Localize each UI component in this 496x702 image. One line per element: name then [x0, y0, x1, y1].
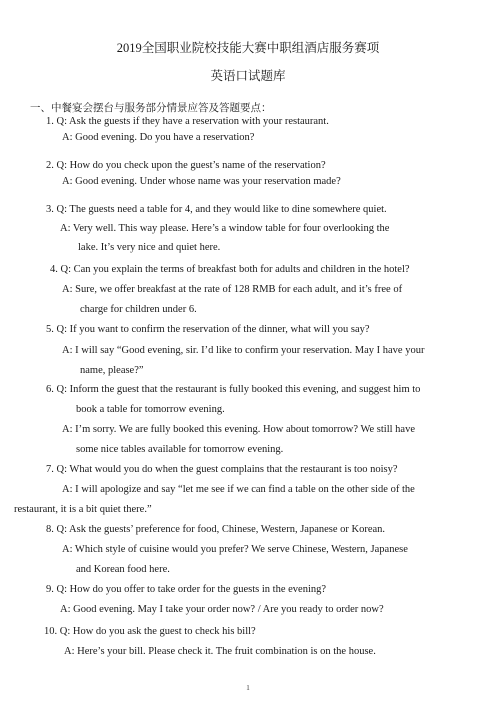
- question-6: 6. Q: Inform the guest that the restaurant is fully booked this evening, and suggest him to: [46, 384, 421, 395]
- answer-5: A: I will say “Good evening, sir. I’d like to confirm your reservation. May I have your: [62, 345, 425, 356]
- question-4: 4. Q: Can you explain the terms of breakfast both for adults and children in the hotel?: [50, 264, 410, 275]
- answer-4-cont: charge for children under 6.: [80, 304, 197, 315]
- question-9: 9. Q: How do you offer to take order for the guests in the evening?: [46, 584, 327, 595]
- answer-7: A: I will apologize and say “let me see if we can find a table on the other side of the: [62, 484, 415, 495]
- question-8: 8. Q: Ask the guests’ preference for food, Chinese, Western, Japanese or Korean.: [46, 524, 386, 535]
- question-2: 2. Q: How do you check upon the guest’s name of the reservation?: [46, 160, 326, 171]
- answer-7-cont: restaurant, it is a bit quiet there.”: [14, 504, 152, 515]
- page-number: 1: [246, 684, 250, 692]
- question-3: 3. Q: The guests need a table for 4, and they would like to dine somewhere quiet.: [46, 204, 387, 215]
- question-10: 10. Q: How do you ask the guest to check his bill?: [44, 626, 256, 637]
- document-subtitle: 英语口试题库: [210, 69, 286, 83]
- document-title: 2019全国职业院校技能大赛中职组酒店服务赛项: [116, 41, 380, 55]
- section-heading: 一、中餐宴会摆台与服务部分情景应答及答题要点：: [30, 103, 272, 114]
- answer-8: A: Which style of cuisine would you prefer? We serve Chinese, Western, Japanese: [62, 544, 408, 555]
- answer-2: A: Good evening. Under whose name was your reservation made?: [62, 176, 341, 187]
- question-6-cont: book a table for tomorrow evening.: [76, 404, 225, 415]
- answer-3-cont: lake. It’s very nice and quiet here.: [78, 242, 221, 253]
- answer-8-cont: and Korean food here.: [76, 564, 170, 575]
- question-1: 1. Q: Ask the guests if they have a reservation with your restaurant.: [46, 116, 329, 127]
- answer-10: A: Here’s your bill. Please check it. The fruit combination is on the house.: [64, 646, 376, 657]
- answer-4: A: Sure, we offer breakfast at the rate of 128 RMB for each adult, and it’s free of: [62, 284, 403, 295]
- question-5: 5. Q: If you want to confirm the reservation of the dinner, what will you say?: [46, 324, 370, 335]
- answer-6-cont: some nice tables available for tomorrow evening.: [76, 444, 284, 455]
- answer-6: A: I’m sorry. We are fully booked this evening. How about tomorrow? We still have: [62, 424, 415, 435]
- answer-9: A: Good evening. May I take your order now? / Are you ready to order now?: [60, 604, 384, 615]
- answer-3: A: Very well. This way please. Here’s a window table for four overlooking the: [60, 223, 390, 234]
- answer-1: A: Good evening. Do you have a reservation?: [62, 132, 255, 143]
- answer-5-cont: name, please?”: [80, 365, 144, 376]
- question-7: 7. Q: What would you do when the guest complains that the restaurant is too noisy?: [46, 464, 398, 475]
